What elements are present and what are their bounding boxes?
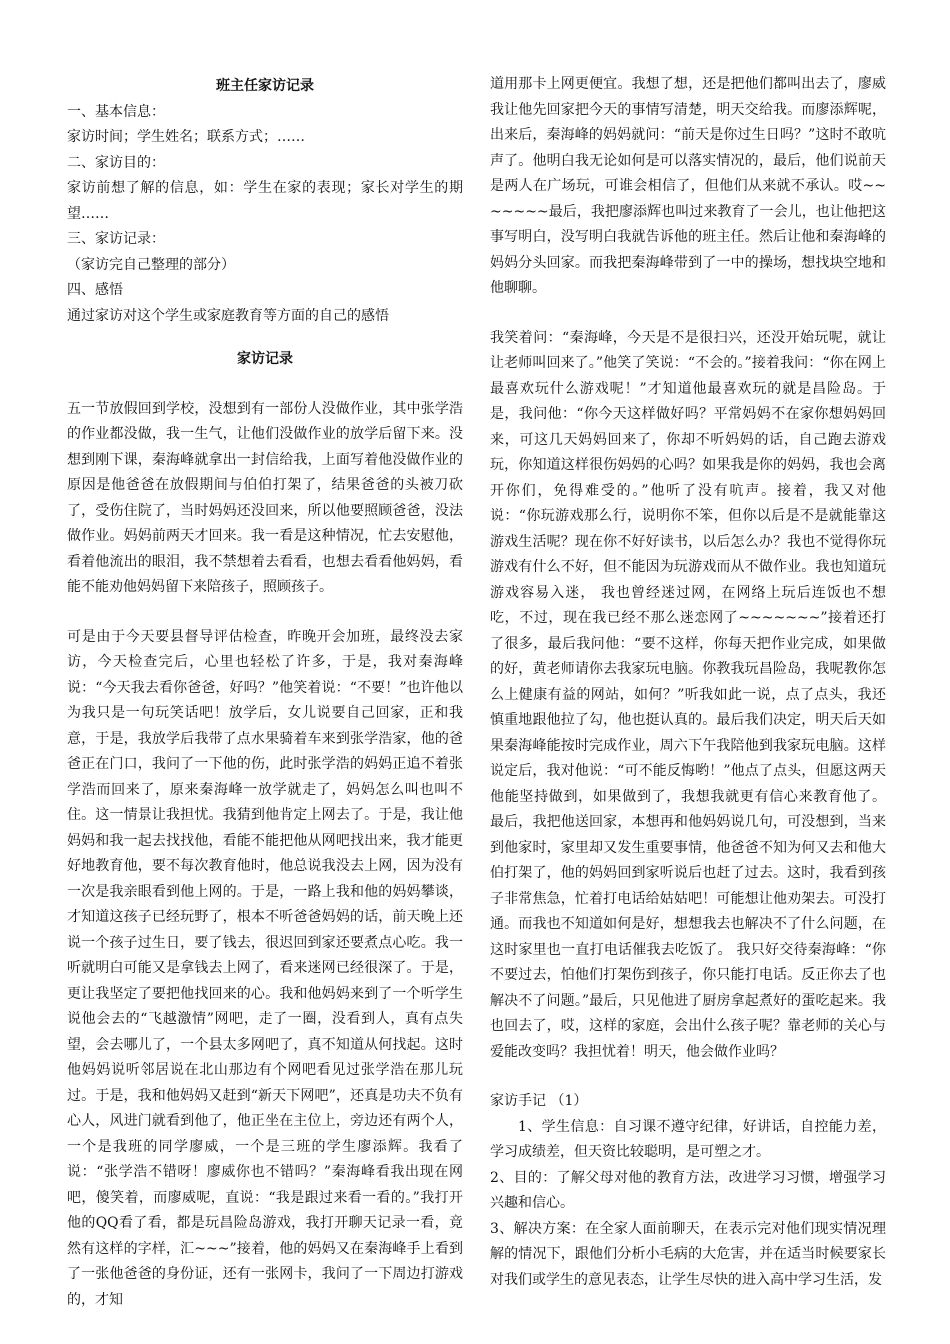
narrative-paragraph-3: 道用那卡上网更便宜。我想了想，还是把他们都叫出去了，廖威我让他先回家把今天的事情写清楚，明天交给我。而廖添辉呢，出来后，秦海峰的妈妈就问：“前天是你过生日吗？”这时不敢吭声了。他明白我无论如何是可以落实情况的，最后，他们说前天是两人在广场玩，可谁会相信了，但他们从来就不承认。哎~~~~~~~最后，我把廖添辉也叫过来教育了一会儿，也让他把这事写明白，没写明白我就告诉他的班主任。然后让他和秦海峰的妈妈分头回家。而我把秦海峰带到了一中的操场，想找块空地和他聊聊。 xyxy=(490,76,886,296)
document-title: 班主任家访记录 xyxy=(216,78,314,94)
notes-item-3: 3、解决方案：在全家人面前聊天，在表示完对他们现实情况理解的情况下，跟他们分析小毛病的大危害，并在适当时候要家长对我们或学生的意见表态，让学生尽快的进入高中学习生活，发 xyxy=(490,1220,886,1288)
notes-heading: 家访手记 （1） xyxy=(490,1093,588,1109)
basic-info-heading: 一、基本信息： xyxy=(67,103,165,120)
reflection-text: 通过家访对这个学生或家庭教育等方面的自己的感悟 xyxy=(67,307,389,324)
notes-item-2: 2、目的：了解父母对他的教育方法，改进学习习惯，增强学习兴趣和信心。 xyxy=(490,1169,886,1211)
narrative-paragraph-4: 我笑着问：“秦海峰，今天是不是很扫兴，还没开始玩呢，就让让老师叫回来了。”他笑了笑说：“不会的。”接着我问：“你在网上最喜欢玩什么游戏呢！”才知道他最喜欢玩的就是昌险岛。于是，我问他：“你今天这样做好吗？平常妈妈不在家你想妈妈回来，可这几天妈妈回来了，你却不听妈妈的话，自己跑去游戏玩，你知道这样很伤妈妈的心吗？如果我是你的妈妈，我也会离开你们，免得难受的。”他听了没有吭声。接着，我又对他说：“你玩游戏那么行，说明你不笨，但你以后是不是就能靠这游戏生活呢？现在你不好好读书，以后怎么办？我也不觉得你玩游戏有什么不好，但不能因为玩游戏而从不做作业。我也知道玩游戏容易入迷， 我也曾经迷过网，在网络上玩后连饭也不想吃，不过，现在我已经不那么迷恋网了~~~~~~~”接着还打了很多，最后我问他：“要不这样，你每天把作业完成，如果做的好，黄老师请你去我家玩电脑。你教我玩昌险岛，我呢教你怎么上健康有益的网站，如何？”听我如此一说，点了点头，我还慎重地跟他拉了勾，他也挺认真的。最后我们决定，明天后天如果秦海峰能按时完成作业，周六下午我陪他到我家玩电脑。这样说定后，我对他说：“可不能反悔哟！”他点了点头，但愿这两天他能坚持做到，如果做到了，我想我就更有信心来教育他了。 最后，我把他送回家，本想再和他妈妈说几句，可没想到，当来到他家时，家里却又发生重要事情，他爸爸不知为何又去和他大伯打架了，他的妈妈回到家听说后也赶了过去。这时，我看到孩子非常焦急，忙着打电话给姑姑吧！可能想让他劝架去。可没打通。而我也不知道如何是好，想想我去也解决不了什么问题，在这时家里也一直打电话催我去吃饭了。 我只好交待秦海峰：“你不要过去，怕他们打架伤到孩子，你只能打电话。反正你去了也解决不了问题。”最后，只见他进了厨房拿起煮好的蛋吃起来。我也回去了，哎，这样的家庭，会出什么孩子呢？靠老师的关心与爱能改变吗？我担忧着！明天，他会做作业吗？ xyxy=(490,329,886,1060)
left-column xyxy=(67,72,463,1313)
record-heading: 三、家访记录： xyxy=(67,231,165,247)
purpose-text: 家访前想了解的信息，如：学生在家的表现；家长对学生的期望…… xyxy=(67,180,463,222)
section-subtitle: 家访记录 xyxy=(237,351,293,367)
right-column xyxy=(490,72,886,1293)
narrative-paragraph-2: 可是由于今天要县督导评估检查，昨晚开会加班，最终没去家访，今天检查完后，心里也轻松了许多，于是，我对秦海峰说：“今天我去看你爸爸，好吗？”他笑着说：“不要！”也许他以为我只是一句玩笑话吧！放学后，女儿说要自己回家，正和我意，于是，我放学后我带了点水果骑着车来到张学浩家，他的爸爸正在门口，我问了一下他的伤，此时张学浩的妈妈正追不着张学浩而回来了，原来秦海峰一放学就走了，妈妈怎么叫也叫不住。这一情景让我担忧。我猜到他肯定上网去了。于是，我让他妈妈和我一起去找找他，看能不能把他从网吧找出来，我才能更好地教育他，要不每次教育他时，他总说我没去上网，因为没有一次是我亲眼看到他上网的。于是，一路上我和他的妈妈攀谈，才知道这孩子已经玩野了，根本不听爸爸妈妈的话，前天晚上还说一个孩子过生日，要了钱去，很迟回到家还要煮点心吃。我一听就明白可能又是拿钱去上网了，看来迷网已经很深了。于是，更让我坚定了要把他找回来的心。我和他妈妈来到了一个听学生说他会去的“飞越激情”网吧，走了一圈，没看到人，真有点失望，会去哪儿了，一个县太多网吧了，真不知道从何找起。这时他妈妈说听邻居说在北山那边有个网吧看见过张学浩在那儿玩过。于是，我和他妈妈又赶到“新天下网吧”，还真是功夫不负有心人，风进门就看到他了，他正坐在主位上，旁边还有两个人，一个是我班的同学廖威，一个是三班的学生廖添辉。我看了说：“张学浩不错呀！廖威你也不错吗？”秦海峰看我出现在网吧，傻笑着，而廖威呢，直说：“我是跟过来看一看的。”我打开他的QQ看了看，都是玩昌险岛游戏，我打开聊天记录一看，竟然有这样的字样，汇~~~”接着，他的妈妈又在秦海峰手上看到了一张他爸爸的身份证，还有一张网卡，我问了一下周边打游戏的，才知 xyxy=(67,628,463,1308)
narrative-paragraph-1: 五一节放假回到学校，没想到有一部份人没做作业，其中张学浩的作业都没做，我一生气，让他们没做作业的放学后留下来。没想到刚下课，秦海峰就拿出一封信给我，上面写着他没做作业的原因是他爸爸在放假期间与伯伯打架了，结果爸爸的头被刀砍了，受伤住院了，当时妈妈还没回来，所以他要照顾爸爸，没法做作业。妈妈前两天才回来。我一看是这种情况，忙去安慰他，看着他流出的眼泪，我不禁想着去看看，也想去看看他妈妈，看能不能劝他妈妈留下来陪孩子，照顾孩子。 xyxy=(67,400,463,595)
reflection-heading: 四、感悟 xyxy=(67,282,123,298)
notes-item-1: 1、学生信息：自习课不遵守纪律，好讲话，自控能力差，学习成绩差，但天资比较聪明，是可塑之才。 xyxy=(490,1118,886,1160)
basic-info-text: 家访时间；学生姓名；联系方式；…… xyxy=(67,129,305,145)
purpose-heading: 二、家访目的： xyxy=(67,154,165,171)
record-text: （家访完自己整理的部分） xyxy=(67,256,235,273)
